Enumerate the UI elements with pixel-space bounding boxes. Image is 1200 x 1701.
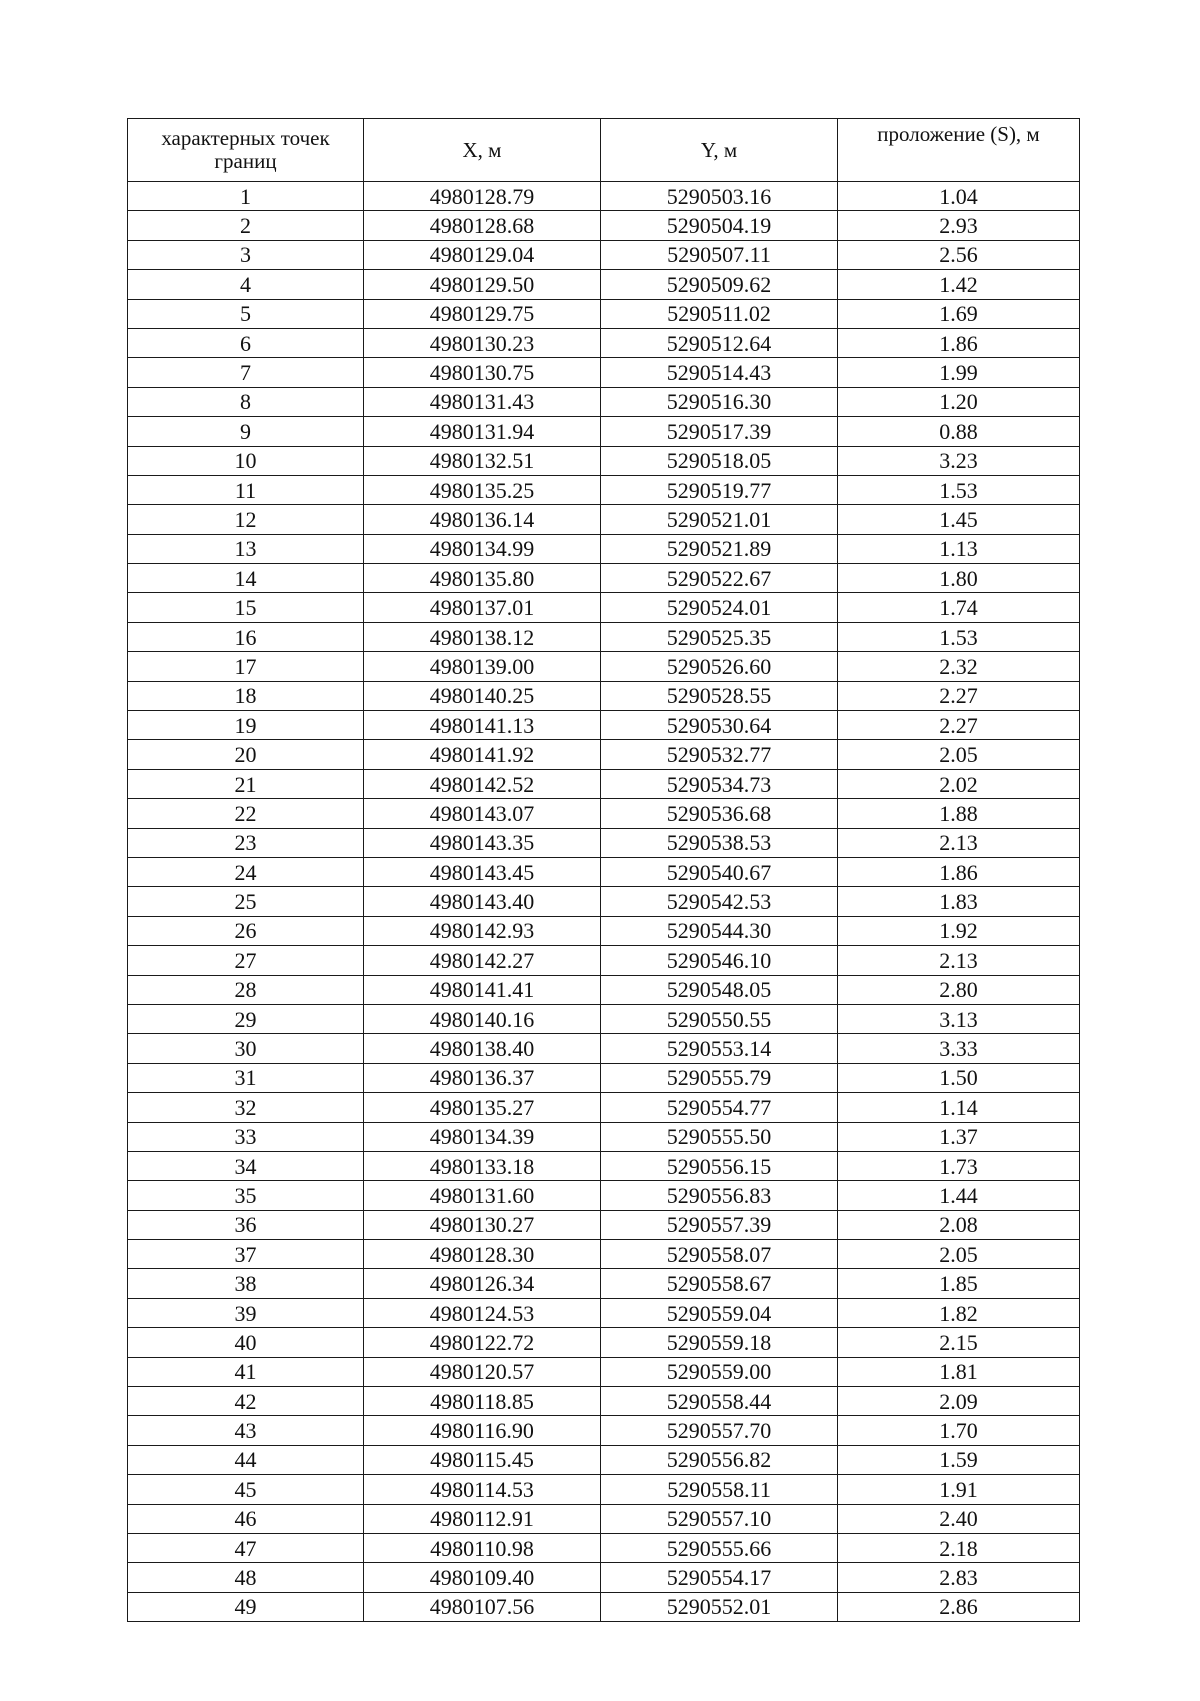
cell-point-number: 6 [128,328,364,357]
cell-y: 5290554.77 [601,1093,838,1122]
cell-y: 5290555.79 [601,1063,838,1092]
cell-x: 4980131.60 [364,1181,601,1210]
cell-distance: 2.13 [838,946,1080,975]
cell-distance: 1.53 [838,475,1080,504]
cell-x: 4980132.51 [364,446,601,475]
cell-point-number: 24 [128,857,364,886]
cell-distance: 2.27 [838,711,1080,740]
cell-y: 5290559.00 [601,1357,838,1386]
cell-point-number: 38 [128,1269,364,1298]
cell-x: 4980130.75 [364,358,601,387]
cell-y: 5290530.64 [601,711,838,740]
table-row [128,769,1080,798]
table-row [128,1004,1080,1033]
cell-y: 5290558.07 [601,1240,838,1269]
table-row [128,1298,1080,1327]
cell-point-number: 36 [128,1210,364,1239]
boundary-points-table [127,118,1080,1622]
cell-x: 4980138.12 [364,622,601,651]
cell-distance: 1.42 [838,270,1080,299]
cell-x: 4980142.52 [364,769,601,798]
cell-x: 4980112.91 [364,1504,601,1533]
cell-point-number: 22 [128,799,364,828]
cell-x: 4980135.27 [364,1093,601,1122]
table-row [128,564,1080,593]
cell-x: 4980118.85 [364,1387,601,1416]
cell-x: 4980115.45 [364,1445,601,1474]
cell-point-number: 31 [128,1063,364,1092]
cell-y: 5290557.10 [601,1504,838,1533]
cell-point-number: 23 [128,828,364,857]
cell-point-number: 18 [128,681,364,710]
cell-distance: 1.13 [838,534,1080,563]
table-row [128,1416,1080,1445]
cell-x: 4980141.41 [364,975,601,1004]
cell-y: 5290558.11 [601,1475,838,1504]
table-row [128,1240,1080,1269]
cell-distance: 1.85 [838,1269,1080,1298]
cell-distance: 1.92 [838,916,1080,945]
table-row [128,740,1080,769]
cell-distance: 2.86 [838,1592,1080,1621]
cell-x: 4980140.16 [364,1004,601,1033]
cell-point-number: 49 [128,1592,364,1621]
cell-point-number: 13 [128,534,364,563]
cell-x: 4980138.40 [364,1034,601,1063]
cell-distance: 2.02 [838,769,1080,798]
cell-x: 4980141.92 [364,740,601,769]
table-row [128,916,1080,945]
cell-x: 4980128.68 [364,211,601,240]
cell-y: 5290540.67 [601,857,838,886]
cell-distance: 1.70 [838,1416,1080,1445]
header-point-number: характерных точек границ [128,119,364,182]
table-row [128,1563,1080,1592]
cell-y: 5290544.30 [601,916,838,945]
table-row [128,1034,1080,1063]
cell-distance: 3.33 [838,1034,1080,1063]
cell-point-number: 14 [128,564,364,593]
cell-x: 4980140.25 [364,681,601,710]
cell-distance: 2.09 [838,1387,1080,1416]
table-row [128,622,1080,651]
cell-x: 4980134.39 [364,1122,601,1151]
cell-distance: 1.83 [838,887,1080,916]
cell-x: 4980120.57 [364,1357,601,1386]
cell-y: 5290554.17 [601,1563,838,1592]
header-y: Y, м [601,119,838,182]
table-row [128,270,1080,299]
cell-point-number: 47 [128,1533,364,1562]
cell-y: 5290538.53 [601,828,838,857]
cell-point-number: 34 [128,1151,364,1180]
cell-point-number: 5 [128,299,364,328]
table-row [128,446,1080,475]
table-row [128,182,1080,211]
table-row [128,1592,1080,1621]
cell-distance: 1.88 [838,799,1080,828]
cell-y: 5290557.39 [601,1210,838,1239]
cell-y: 5290534.73 [601,769,838,798]
cell-point-number: 27 [128,946,364,975]
cell-distance: 2.56 [838,240,1080,269]
cell-distance: 2.27 [838,681,1080,710]
cell-x: 4980116.90 [364,1416,601,1445]
cell-point-number: 37 [128,1240,364,1269]
cell-point-number: 43 [128,1416,364,1445]
cell-distance: 1.59 [838,1445,1080,1474]
cell-point-number: 21 [128,769,364,798]
cell-point-number: 8 [128,387,364,416]
cell-point-number: 9 [128,417,364,446]
cell-y: 5290542.53 [601,887,838,916]
cell-y: 5290521.89 [601,534,838,563]
table-row [128,652,1080,681]
cell-y: 5290517.39 [601,417,838,446]
cell-distance: 2.15 [838,1328,1080,1357]
cell-distance: 1.45 [838,505,1080,534]
cell-y: 5290509.62 [601,270,838,299]
cell-x: 4980131.94 [364,417,601,446]
cell-y: 5290558.44 [601,1387,838,1416]
table-row [128,211,1080,240]
cell-y: 5290526.60 [601,652,838,681]
cell-point-number: 25 [128,887,364,916]
cell-distance: 1.80 [838,564,1080,593]
cell-x: 4980143.07 [364,799,601,828]
cell-distance: 1.20 [838,387,1080,416]
cell-point-number: 44 [128,1445,364,1474]
cell-x: 4980136.37 [364,1063,601,1092]
cell-distance: 1.81 [838,1357,1080,1386]
cell-y: 5290536.68 [601,799,838,828]
cell-x: 4980122.72 [364,1328,601,1357]
cell-distance: 1.69 [838,299,1080,328]
cell-point-number: 19 [128,711,364,740]
cell-distance: 1.04 [838,182,1080,211]
cell-y: 5290521.01 [601,505,838,534]
cell-x: 4980139.00 [364,652,601,681]
cell-y: 5290516.30 [601,387,838,416]
cell-point-number: 1 [128,182,364,211]
table-row [128,975,1080,1004]
cell-distance: 1.74 [838,593,1080,622]
cell-y: 5290559.18 [601,1328,838,1357]
cell-x: 4980143.40 [364,887,601,916]
table-row [128,417,1080,446]
cell-x: 4980136.14 [364,505,601,534]
table-row [128,1093,1080,1122]
cell-x: 4980128.30 [364,1240,601,1269]
cell-distance: 1.86 [838,328,1080,357]
table-row [128,1181,1080,1210]
cell-distance: 2.80 [838,975,1080,1004]
cell-point-number: 41 [128,1357,364,1386]
cell-point-number: 7 [128,358,364,387]
cell-distance: 1.44 [838,1181,1080,1210]
cell-point-number: 29 [128,1004,364,1033]
cell-point-number: 45 [128,1475,364,1504]
cell-y: 5290514.43 [601,358,838,387]
table-row [128,1357,1080,1386]
table-row [128,1504,1080,1533]
cell-y: 5290556.82 [601,1445,838,1474]
cell-y: 5290518.05 [601,446,838,475]
cell-x: 4980109.40 [364,1563,601,1592]
table-row [128,1475,1080,1504]
cell-y: 5290556.15 [601,1151,838,1180]
cell-x: 4980134.99 [364,534,601,563]
cell-x: 4980143.35 [364,828,601,857]
table-row [128,505,1080,534]
table-row [128,1063,1080,1092]
cell-x: 4980107.56 [364,1592,601,1621]
cell-point-number: 32 [128,1093,364,1122]
cell-y: 5290532.77 [601,740,838,769]
cell-point-number: 40 [128,1328,364,1357]
cell-x: 4980135.80 [364,564,601,593]
table-row [128,828,1080,857]
cell-distance: 3.13 [838,1004,1080,1033]
cell-point-number: 46 [128,1504,364,1533]
cell-point-number: 15 [128,593,364,622]
cell-y: 5290550.55 [601,1004,838,1033]
table-row [128,1533,1080,1562]
header-distance: проложение (S), м [838,119,1080,182]
cell-point-number: 39 [128,1298,364,1327]
cell-y: 5290552.01 [601,1592,838,1621]
cell-point-number: 3 [128,240,364,269]
cell-point-number: 16 [128,622,364,651]
cell-x: 4980114.53 [364,1475,601,1504]
cell-y: 5290558.67 [601,1269,838,1298]
cell-distance: 2.83 [838,1563,1080,1592]
cell-x: 4980141.13 [364,711,601,740]
cell-point-number: 42 [128,1387,364,1416]
cell-distance: 1.82 [838,1298,1080,1327]
cell-distance: 3.23 [838,446,1080,475]
cell-x: 4980137.01 [364,593,601,622]
cell-x: 4980110.98 [364,1533,601,1562]
cell-x: 4980129.75 [364,299,601,328]
cell-distance: 2.18 [838,1533,1080,1562]
cell-x: 4980133.18 [364,1151,601,1180]
cell-x: 4980129.50 [364,270,601,299]
table-row [128,299,1080,328]
table-row [128,593,1080,622]
cell-point-number: 30 [128,1034,364,1063]
header-x: X, м [364,119,601,182]
cell-y: 5290503.16 [601,182,838,211]
cell-y: 5290504.19 [601,211,838,240]
cell-x: 4980129.04 [364,240,601,269]
cell-y: 5290556.83 [601,1181,838,1210]
cell-y: 5290511.02 [601,299,838,328]
table-row [128,1269,1080,1298]
cell-point-number: 26 [128,916,364,945]
cell-distance: 2.13 [838,828,1080,857]
table-row [128,857,1080,886]
cell-y: 5290522.67 [601,564,838,593]
table-row [128,1151,1080,1180]
cell-x: 4980130.27 [364,1210,601,1239]
table-row [128,946,1080,975]
cell-y: 5290524.01 [601,593,838,622]
cell-point-number: 10 [128,446,364,475]
table-row [128,387,1080,416]
cell-x: 4980130.23 [364,328,601,357]
cell-point-number: 2 [128,211,364,240]
table-row [128,328,1080,357]
table-row [128,711,1080,740]
cell-y: 5290559.04 [601,1298,838,1327]
table-row [128,475,1080,504]
table-row [128,1387,1080,1416]
table-row [128,1445,1080,1474]
cell-distance: 1.53 [838,622,1080,651]
table-row [128,1122,1080,1151]
table-row [128,681,1080,710]
cell-distance: 1.86 [838,857,1080,886]
cell-x: 4980143.45 [364,857,601,886]
cell-x: 4980131.43 [364,387,601,416]
cell-point-number: 11 [128,475,364,504]
cell-x: 4980126.34 [364,1269,601,1298]
cell-y: 5290512.64 [601,328,838,357]
table-row [128,887,1080,916]
cell-y: 5290528.55 [601,681,838,710]
cell-y: 5290555.50 [601,1122,838,1151]
cell-y: 5290555.66 [601,1533,838,1562]
cell-distance: 2.05 [838,740,1080,769]
cell-point-number: 4 [128,270,364,299]
cell-distance: 2.32 [838,652,1080,681]
cell-x: 4980128.79 [364,182,601,211]
cell-y: 5290557.70 [601,1416,838,1445]
cell-distance: 1.73 [838,1151,1080,1180]
cell-distance: 0.88 [838,417,1080,446]
cell-y: 5290525.35 [601,622,838,651]
cell-point-number: 35 [128,1181,364,1210]
cell-distance: 2.05 [838,1240,1080,1269]
cell-distance: 2.08 [838,1210,1080,1239]
cell-y: 5290546.10 [601,946,838,975]
cell-distance: 1.50 [838,1063,1080,1092]
cell-point-number: 33 [128,1122,364,1151]
table-row [128,1210,1080,1239]
cell-y: 5290507.11 [601,240,838,269]
cell-x: 4980142.93 [364,916,601,945]
cell-point-number: 17 [128,652,364,681]
cell-x: 4980142.27 [364,946,601,975]
cell-distance: 1.37 [838,1122,1080,1151]
cell-x: 4980135.25 [364,475,601,504]
cell-distance: 2.40 [838,1504,1080,1533]
cell-y: 5290553.14 [601,1034,838,1063]
cell-distance: 1.91 [838,1475,1080,1504]
table-row [128,799,1080,828]
cell-distance: 2.93 [838,211,1080,240]
cell-y: 5290519.77 [601,475,838,504]
table-row [128,1328,1080,1357]
table-header-row [128,119,1080,182]
cell-point-number: 28 [128,975,364,1004]
cell-x: 4980124.53 [364,1298,601,1327]
cell-distance: 1.99 [838,358,1080,387]
cell-point-number: 12 [128,505,364,534]
cell-distance: 1.14 [838,1093,1080,1122]
cell-point-number: 48 [128,1563,364,1592]
table-row [128,240,1080,269]
cell-point-number: 20 [128,740,364,769]
cell-y: 5290548.05 [601,975,838,1004]
table-row [128,358,1080,387]
table-row [128,534,1080,563]
